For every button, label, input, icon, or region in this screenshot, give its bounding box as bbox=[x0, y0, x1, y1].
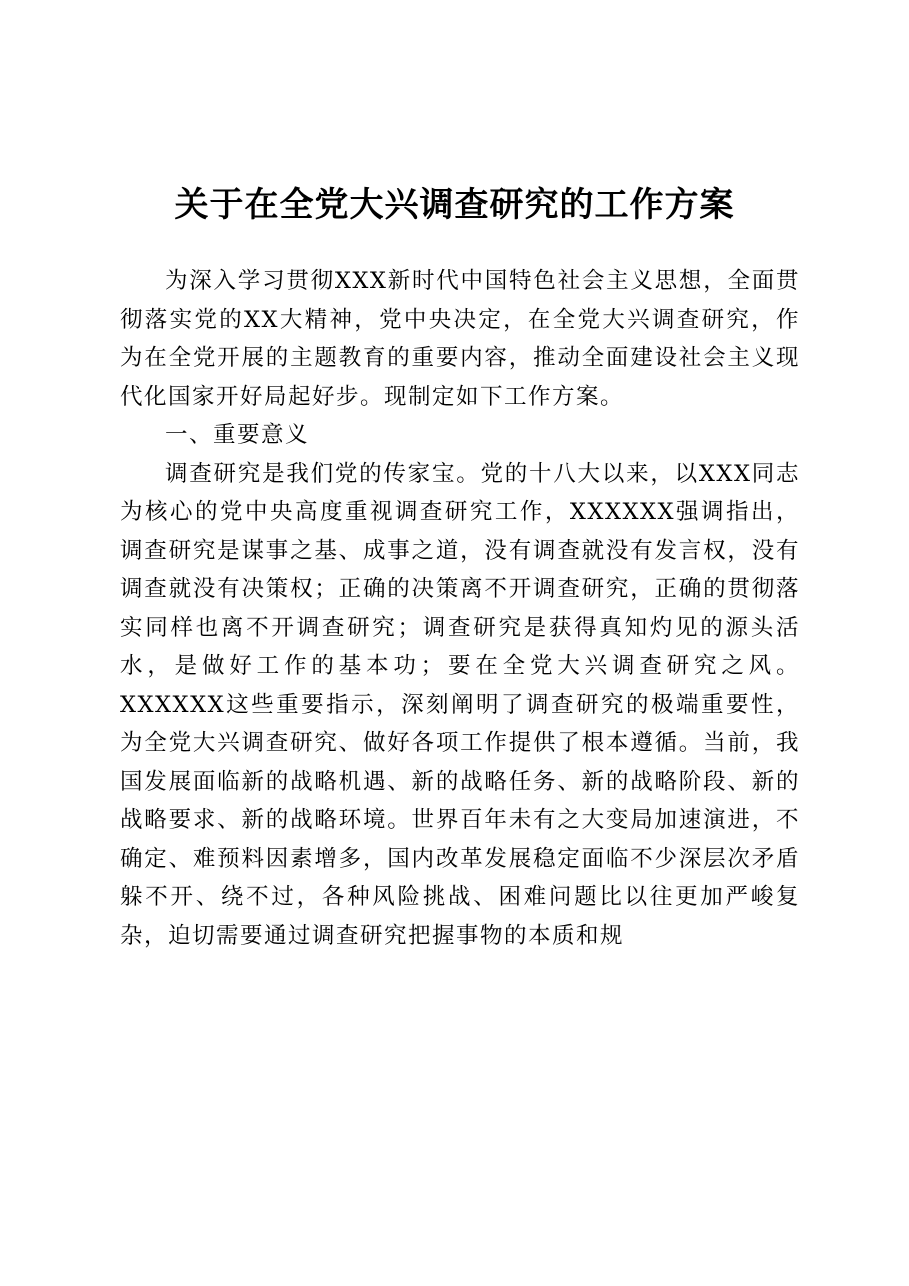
body-paragraph: 调查研究是我们党的传家宝。党的十八大以来，以XXX同志为核心的党中央高度重视调查研究工作，XXXXXX强调指出，调查研究是谋事之基、成事之道，没有调查就没有发言权，没有调查就没有决策权；正确的决策离不开调查研究，正确的贯彻落实同样也离不开调查研究；调查研究是获得真知灼见的源头活水，是做好工作的基本功；要在全党大兴调查研究之风。XXXXXX这些重要指示，深刻阐明了调查研究的极端重要性，为全党大兴调查研究、做好各项工作提供了根本遵循。当前，我国发展面临新的战略机遇、新的战略任务、新的战略阶段、新的战略要求、新的战略环境。世界百年未有之大变局加速演进，不确定、难预料因素增多，国内改革发展稳定面临不少深层次矛盾躲不开、绕不过，各种风险挑战、困难问题比以往更加严峻复杂，迫切需要通过调查研究把握事物的本质和规 bbox=[120, 460, 800, 949]
document-title: 关于在全党大兴调查研究的工作方案 bbox=[174, 185, 735, 225]
intro-paragraph: 为深入学习贯彻XXX新时代中国特色社会主义思想，全面贯彻落实党的XX大精神，党中央决定，在全党大兴调查研究，作为在全党开展的主题教育的重要内容，推动全面建设社会主义现代化国家开好局起好步。现制定如下工作方案。 bbox=[120, 268, 800, 410]
document-body bbox=[120, 262, 800, 955]
section-heading: 一、重要意义 bbox=[165, 422, 310, 448]
